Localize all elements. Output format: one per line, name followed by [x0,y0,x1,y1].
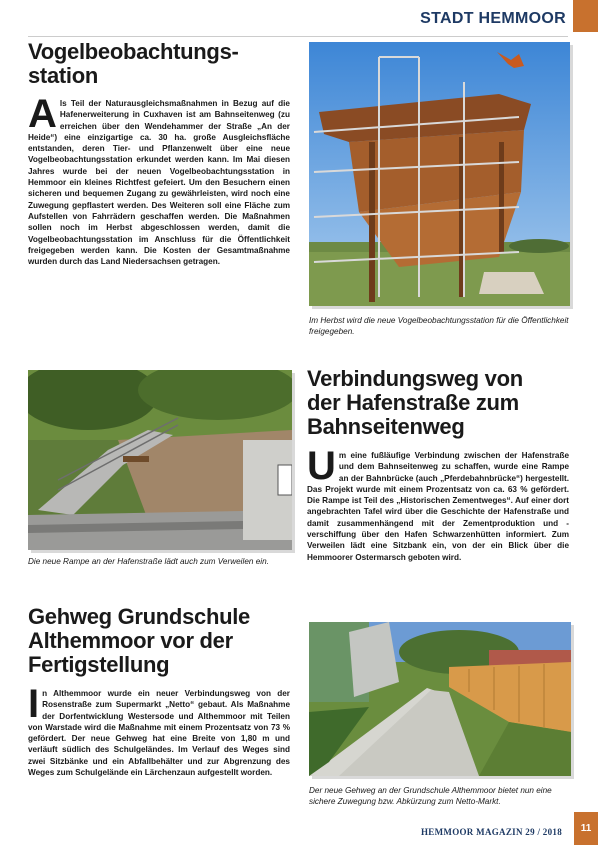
body-text: ls Teil der Naturausgleichsmaßnahmen in Bezug auf die Hafenerweiterung in Cuxhaven ist am Bahnseitenweg (zu erreichen über den Wendehammer der Straße „An der Heide“) eine einzigartige ca. 30 ha. große Ausgleichsfläche entstanden, deren Tier- und Pflanzenwelt über eine neue Vogelbeobachtungsstation erkundet werden kann. Im Mai diesen Jahres wurde bei der neuen Vogelbeobachtungsstation in Hemmoor ein kleines Richtfest gefeiert. Um den Besuchern einen sicheren und bequemen Zugang zu gewährleisten, wird noch eine Zuwegung gepflastert werden. Des Weiteren soll eine Fläche zum Aufstellen von Fahrrädern geschaffen werden. Die Maßnahmen sollen noch im Herbst abgeschlossen werden, damit die Vogelbeobachtungsstation im Anschluss für die Öffentlichkeit freigegeben werden kann. Die Kosten der Gesamtmaßnahme wurden durch das Land Niedersachsen getragen. [28,99,290,267]
photo-caption: Der neue Gehweg an der Grundschule Althemmoor bietet nun eine sichere Zuwegung bzw. Abkürzung zum Netto-Markt. [309,786,552,806]
header-color-tab [573,0,598,32]
body-text: m eine fußläufige Verbindung zwischen der Hafenstraße und dem Bahnseitenweg zu schaffen, wurde eine Rampe an der Bahnbrücke (auch „Pferdebahnbrücke“) hergestellt. Das Projekt wurde mit einem Prozentsatz von ca. 63 % gefördert. Die Rampe ist Teil des „Historischen Zementweges“. Auf einer dort angebrachten Tafel wird über die Geschichte der Hafenstraße und damit zusammenhängend mit der Zementproduktion und -verschiffung über den Hafen Schwarzenhütten informiert. Zum Verweilen lädt eine Sitzbank ein, von der ein Blick über die Hemmoorer Ostermarsch geboten wird. [307,451,569,562]
page-number: 11 [580,823,592,834]
photo-gehweg-althemmoor [309,622,571,776]
article-title [28,40,298,88]
title-line: Fertigstellung [28,652,170,677]
article-body [28,92,290,267]
drop-cap: A [28,92,57,136]
title-line: Althemmoor vor der [28,628,233,653]
header-divider [28,36,568,37]
title-line: der Hafenstraße zum [307,390,519,415]
article-vogelbeobachtung [28,40,298,267]
title-line: Gehweg Grundschule [28,604,250,629]
title-line: Bahnseitenweg [307,414,465,439]
photo-observation-tower [309,42,570,306]
photo-caption: Im Herbst wird die neue Vogelbeobachtungsstation für die Öffentlichkeit freigegeben. [309,316,569,336]
body-text: n Althemmoor wurde ein neuer Verbindungsweg von der Rosenstraße zum Supermarkt „Netto“ gebaut. Als Maßnahme der Dorfentwicklung Westersode und Althemmoor mit Teilen von Warstade wird die Maßnahme mit einem Prozentsatz von 73 % gefördert. Der neue Gehweg hat eine Breite von 1,80 m und verläuft südlich des Schulgeländes. Im Verlauf des Weges sind zwei Sitzbänke und ein Abfallbehälter und zur Abgrenzung des Weges zum Schulgelände ein Lärchenzaun aufgestellt worden. [28,689,290,778]
title-line: station [28,63,99,88]
article-title [28,605,298,677]
drop-cap: U [307,444,336,488]
article-verbindungsweg [307,367,571,563]
article-body [307,444,569,563]
photo-caption: Die neue Rampe an der Hafenstraße lädt auch zum Verweilen ein. [28,557,269,566]
article-body [28,682,290,778]
drop-cap: I [28,682,40,726]
title-line: Verbindungsweg von [307,366,523,391]
title-line: Vogelbeobachtungs- [28,39,239,64]
footer-magazine-title: HEMMOOR MAGAZIN 29 / 2018 [421,827,562,837]
article-title [307,367,571,439]
section-header: STADT HEMMOOR [420,10,566,27]
photo-ramp-hafenstrasse [28,370,292,550]
article-gehweg-grundschule [28,605,298,778]
